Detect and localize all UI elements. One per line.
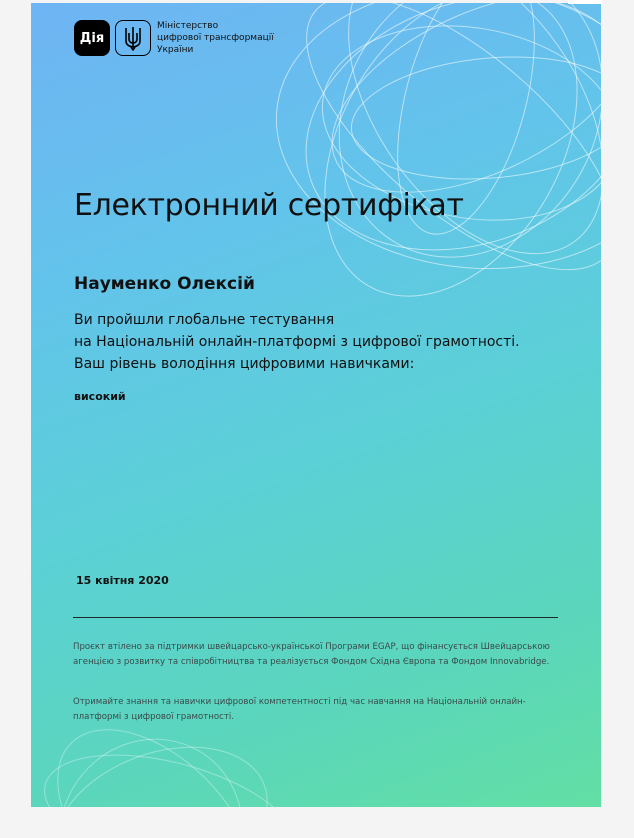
certificate-page [31, 3, 601, 807]
footer-note-platform: Отримайте знання та навички цифрової компетентності під час навчання на Національній онлайн-платформі з цифрової грамотності. [73, 697, 526, 722]
diia-logo [74, 20, 110, 56]
wave-mesh-decoration [31, 3, 601, 807]
skill-level: високий [74, 390, 126, 403]
diia-logo-text: Дія [79, 30, 105, 46]
ministry-line: цифрової трансформації [157, 33, 274, 43]
ministry-line: України [157, 45, 194, 55]
description-line: Ваш рівень володіння цифровими навичками: [74, 356, 415, 372]
ministry-line: Міністерство [157, 21, 219, 31]
trident-icon [115, 20, 151, 56]
description-line: на Національній онлайн-платформі з цифрової грамотності. [74, 334, 520, 350]
description-line: Ви пройшли глобальне тестування [74, 312, 335, 328]
recipient-name: Науменко Олексій [74, 274, 255, 294]
header [74, 20, 274, 56]
certificate-title: Електронний сертифікат [74, 188, 464, 223]
divider [73, 617, 558, 618]
issue-date: 15 квітня 2020 [76, 574, 169, 587]
ministry-name [157, 20, 274, 56]
page-edge [568, 0, 602, 4]
certificate-description [74, 309, 520, 375]
footer-note-support: Проєкт втілено за підтримки швейцарсько-української Програми EGAP, що фінансується Швейцарською агенцією з розвитку та співробітництва та реалізується Фондом Східна Європа та Фондом Innovabridge. [73, 642, 550, 667]
